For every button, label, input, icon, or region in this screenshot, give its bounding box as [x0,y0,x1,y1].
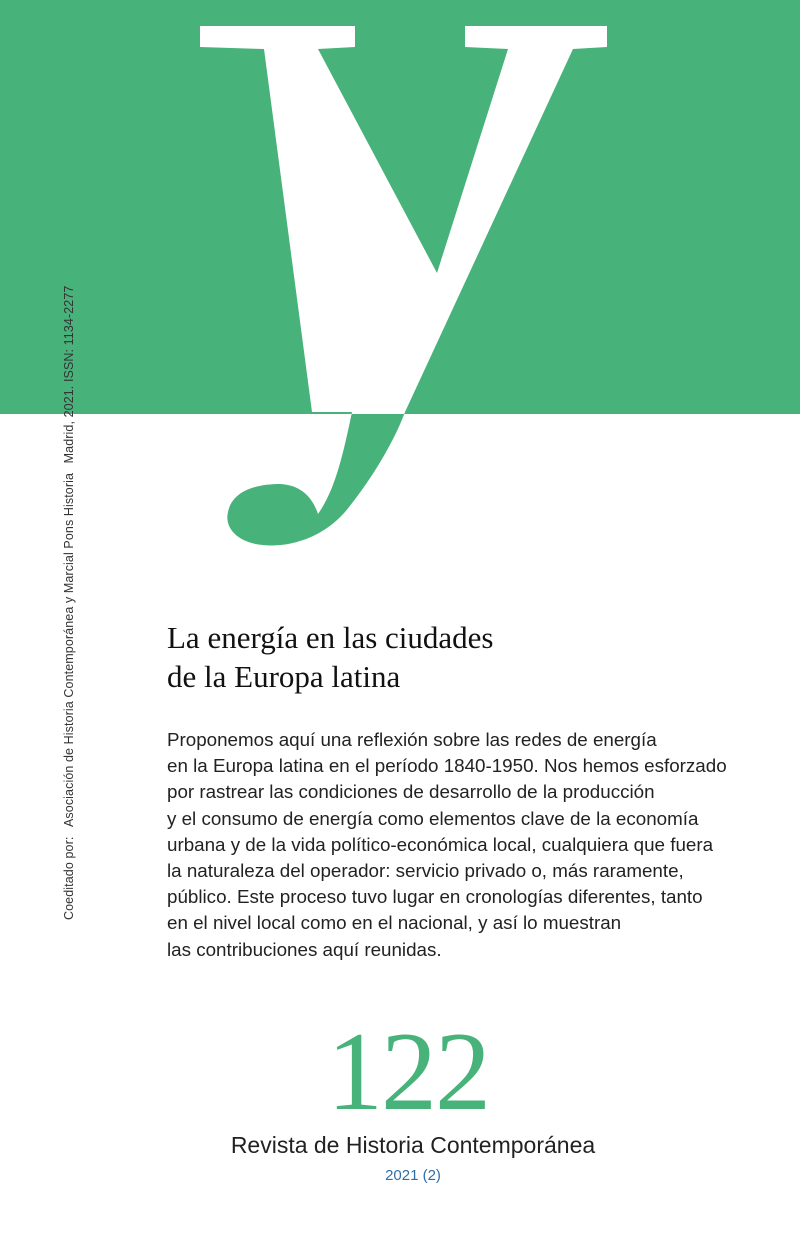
title-line-1: La energía en las ciudades [167,620,494,655]
place-year-issn: Madrid, 2021. ISSN: 1134-2277 [62,285,76,464]
abstract-line: en la Europa latina en el período 1840-1950. Nos hemos esforzado [167,755,727,777]
abstract-line: y el consumo de energía como elementos clave de la economía [167,807,699,829]
abstract-line: las contribuciones aquí reunidas. [167,938,442,960]
journal-name: Revista de Historia Contemporánea [230,1132,596,1158]
year-issue: 2021 (2) [385,1167,441,1184]
title-line-2: de la Europa latina [167,659,401,694]
issue-title [167,618,767,696]
issue-abstract [167,727,727,963]
abstract-line: público. Este proceso tuvo lugar en cronologías diferentes, tanto [167,886,703,908]
publishers-text: Asociación de Historia Contemporánea y Marcial Pons Historia [62,472,76,828]
coedited-by-label: Coeditado por: [62,836,76,920]
abstract-line: urbana y de la vida político-económica local, cualquiera que fuera [167,833,714,855]
abstract-line: en el nivel local como en el nacional, y así lo muestran [167,912,622,934]
abstract-line: por rastrear las condiciones de desarrollo de la producción [167,781,655,803]
y-letter-logo-icon [0,0,800,560]
spine-publisher-credits [62,286,76,920]
abstract-line: la naturaleza del operador: servicio privado o, más raramente, [167,860,684,882]
issue-number: 122 [327,1010,489,1134]
abstract-line: Proponemos aquí una reflexión sobre las redes de energía [167,729,657,750]
